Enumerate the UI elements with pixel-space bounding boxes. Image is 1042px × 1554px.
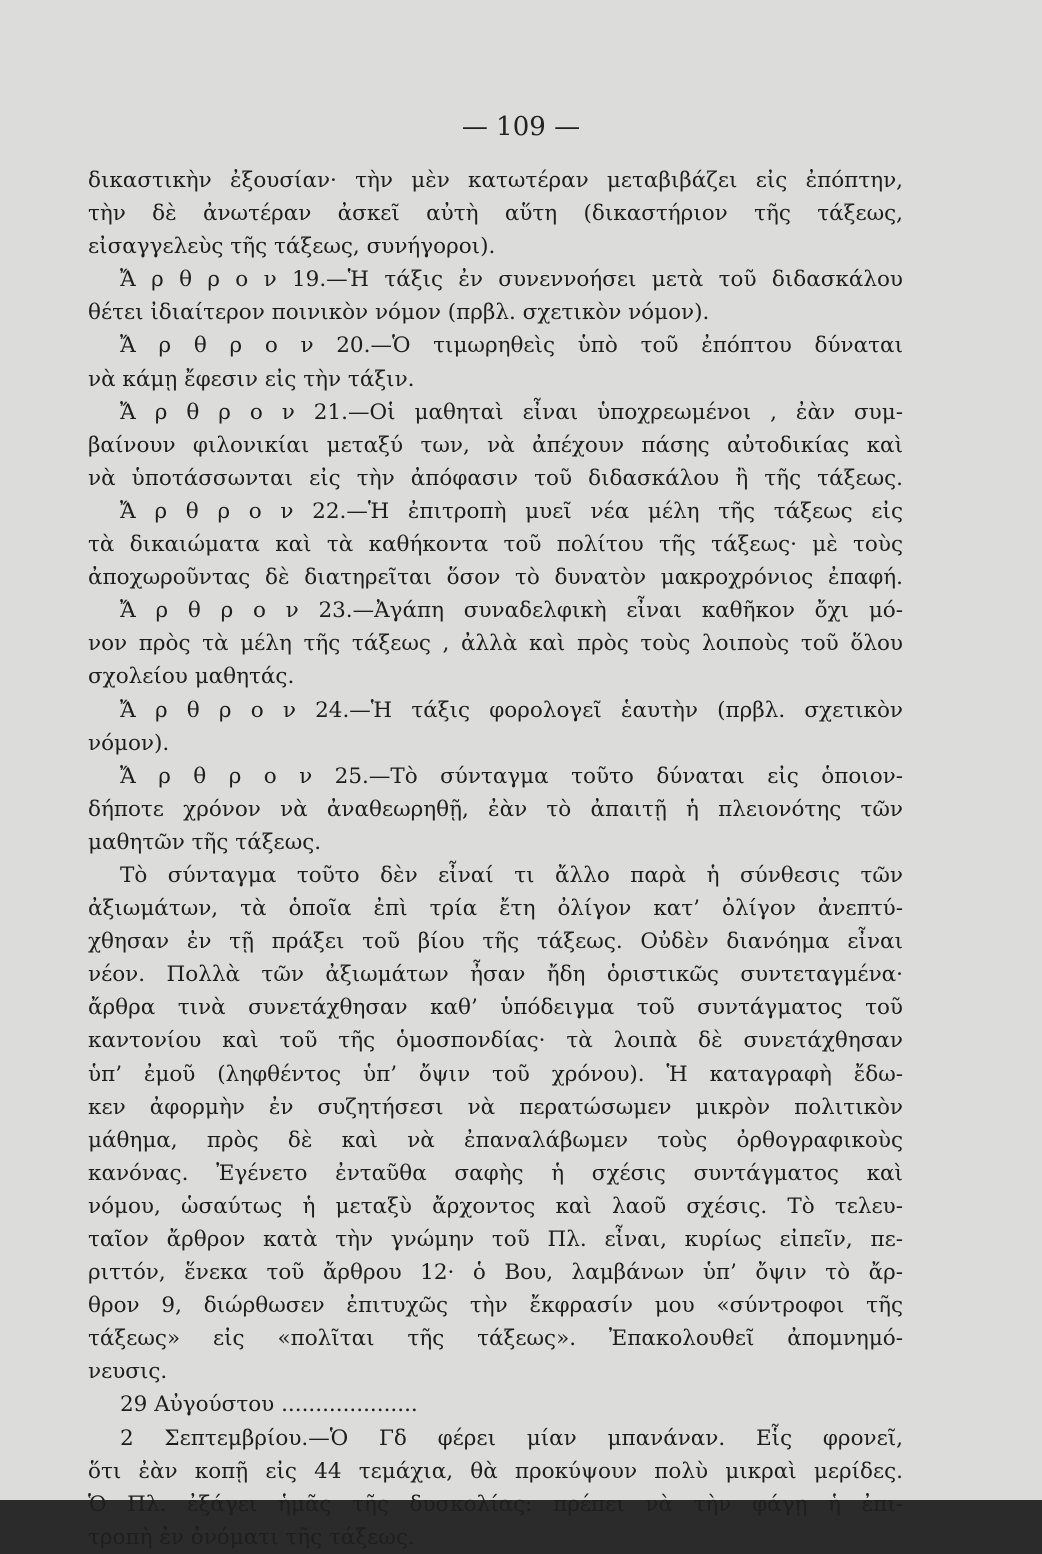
text-line: Ἄ ρ θ ρ ο ν 19.—Ἡ τάξις ἐν συνεννοήσει μετὰ τοῦ διδασκάλου — [120, 267, 903, 293]
text-line: ταῖον ἄρθρον κατὰ τὴν γνώμην τοῦ Πλ. εἶναι, κυρίως εἰπεῖν, πε- — [88, 1227, 903, 1252]
text-line: ἀποχωροῦντας δὲ διατηρεῖται ὅσον τὸ δυνατὸν μακροχρόνιος ἐπαφή. — [88, 565, 903, 591]
text-line: 2 Σεπτεμβρίου.—Ὁ Γδ φέρει μίαν μπανάναν. Εἷς φρονεῖ, — [120, 1425, 903, 1451]
text-line: τὴν δὲ ἀνωτέραν ἀσκεῖ αὐτὴ αὕτη (δικαστήριον τῆς τάξεως, — [88, 201, 903, 227]
text-line: νόμον). — [88, 730, 170, 756]
text-line: ἀξιωμάτων, τὰ ὁποῖα ἐπὶ τρία ἔτη ὀλίγον κατ’ ὀλίγον ἀνεπτύ- — [88, 896, 903, 922]
text-line: Τὸ σύνταγμα τοῦτο δὲν εἶναί τι ἄλλο παρὰ ἡ σύνθεσις τῶν — [120, 862, 903, 888]
text-line: σχολείου μαθητάς. — [88, 664, 295, 690]
text-line: νὰ κάμῃ ἔφεσιν εἰς τὴν τάξιν. — [88, 366, 415, 392]
text-line: Ἄ ρ θ ρ ο ν 24.—Ἡ τάξις φορολογεῖ ἑαυτὴν (πρβλ. σχετικὸν — [120, 697, 903, 723]
body-text — [88, 164, 903, 1554]
text-line: 29 Αὐγούστου .................... — [120, 1392, 418, 1418]
text-line: βαίνουν φιλονικίαι μεταξύ των, νὰ ἀπέχουν πάσης αὐτοδικίας καὶ — [88, 432, 903, 458]
text-line: θέτει ἰδιαίτερον ποινικὸν νόμον (πρβλ. σχετικὸν νόμον). — [88, 300, 710, 326]
text-line: τὰ δικαιώματα καὶ τὰ καθήκοντα τοῦ πολίτου τῆς τάξεως· μὲ τοὺς — [88, 532, 903, 558]
text-line: τάξεως» εἰς «πολῖται τῆς τάξεως». Ἐπακολουθεῖ ἀπομνημό- — [88, 1326, 903, 1352]
text-line: νευσις. — [88, 1359, 168, 1385]
page-number: — 109 — — [461, 112, 581, 142]
text-line: νόμου, ὡσαύτως ἡ μεταξὺ ἄρχοντος καὶ λαοῦ σχέσις. Τὸ τελευ- — [88, 1193, 903, 1219]
text-line: Ἄ ρ θ ρ ο ν 20.—Ὁ τιμωρηθεὶς ὑπὸ τοῦ ἐπόπτου δύναται — [120, 333, 903, 359]
text-line: μαθητῶν τῆς τάξεως. — [88, 829, 322, 855]
text-line: νέον. Πολλὰ τῶν ἀξιωμάτων ἦσαν ἤδη ὁριστικῶς συντεταγμένα· — [88, 962, 903, 988]
text-line: κανόνας. Ἐγένετο ἐνταῦθα σαφὴς ἡ σχέσις συντάγματος καὶ — [88, 1160, 903, 1186]
text-line: Ἄ ρ θ ρ ο ν 25.—Τὸ σύνταγμα τοῦτο δύναται εἰς ὁποιον- — [120, 763, 903, 789]
text-line: εἰσαγγελεὺς τῆς τάξεως, συνήγοροι). — [88, 234, 496, 260]
text-line: ριττόν, ἕνεκα τοῦ ἄρθρου 12· ὁ Βου, λαμβάνων ὑπ’ ὄψιν τὸ ἄρ- — [88, 1260, 903, 1286]
text-line: δήποτε χρόνον νὰ ἀναθεωρηθῇ, ἐὰν τὸ ἀπαιτῇ ἡ πλειονότης τῶν — [88, 796, 903, 822]
text-line: νον πρὸς τὰ μέλη τῆς τάξεως , ἀλλὰ καὶ πρὸς τοὺς λοιποὺς τοῦ ὅλου — [88, 631, 903, 657]
text-line: νὰ ὑποτάσσωνται εἰς τὴν ἀπόφασιν τοῦ διδασκάλου ἢ τῆς τάξεως. — [88, 465, 903, 491]
text-line: καντονίου καὶ τοῦ τῆς ὁμοσπονδίας· τὰ λοιπὰ δὲ συνετάχθησαν — [88, 1028, 903, 1054]
text-line: Ἄ ρ θ ρ ο ν 23.—Ἀγάπη συναδελφικὴ εἶναι καθῆκον ὄχι μό- — [120, 598, 903, 624]
text-line: ὅτι ἐὰν κοπῇ εἰς 44 τεμάχια, θὰ προκύψουν πολὺ μικραὶ μερίδες. — [88, 1458, 903, 1484]
text-line: μάθημα, πρὸς δὲ καὶ νὰ ἐπαναλάβωμεν τοὺς ὀρθογραφικοὺς — [88, 1127, 903, 1153]
text-line: χθησαν ἐν τῇ πράξει τοῦ βίου τῆς τάξεως. Οὐδὲν διανόημα εἶναι — [88, 929, 903, 955]
text-line: Ἄ ρ θ ρ ο ν 22.—Ἡ ἐπιτροπὴ μυεῖ νέα μέλη τῆς τάξεως εἰς — [120, 498, 903, 524]
text-line: ἄρθρα τινὰ συνετάχθησαν καθ’ ὑπόδειγμα τοῦ συντάγματος τοῦ — [88, 995, 903, 1021]
text-line: κεν ἀφορμὴν ἐν συζητήσεσι νὰ περατώσωμεν μικρὸν πολιτικὸν — [88, 1094, 903, 1120]
text-line: Ἄ ρ θ ρ ο ν 21.—Οἱ μαθηταὶ εἶναι ὑποχρεωμένοι , ἐὰν συμ- — [120, 399, 903, 425]
text-line: Ὁ Πλ. ἐξάγει ἡμᾶς τῆς δυσκολίας: πρέπει νὰ τὴν φάγῃ ἡ ἐπι- — [88, 1491, 903, 1517]
text-line: δικαστικὴν ἐξουσίαν· τὴν μὲν κατωτέραν μεταβιβάζει εἰς ἐπόπτην, — [88, 168, 903, 193]
text-line: ὑπ’ ἐμοῦ (ληφθέντος ὑπ’ ὄψιν τοῦ χρόνου). Ἡ καταγραφὴ ἔδω- — [88, 1061, 903, 1087]
text-line: θρον 9, διώρθωσεν ἐπιτυχῶς τὴν ἔκφρασίν μου «σύντροφοι τῆς — [88, 1293, 903, 1319]
text-line: τροπὴ ἐν ὀνόματι τῆς τάξεως. — [88, 1524, 415, 1550]
